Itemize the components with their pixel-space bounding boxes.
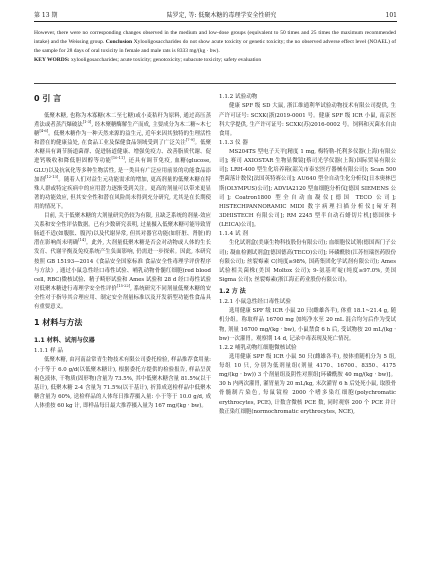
subsection-acute-toxicity-title: 1.2.1 小鼠急性经口毒性试验 bbox=[219, 298, 291, 305]
acute-toxicity-paragraph: 选用健康 SPF 级 ICR 小鼠 20 只(雌雄各半), 体重 18.1~21.4 g, 随机分组。称取样品 16700 mg 加纯净水至 20 mL 混合均匀后作为受试物, 剂量 16700 mg/(kg · bw), 小鼠禁食 6 h 后, 受试物按 20 mL/(kg · bw)一次灌胃。观察期 14 d, 记录中毒表现及死亡情况。 bbox=[219, 308, 396, 342]
section-methods-title: 1 材料与方法 bbox=[34, 318, 83, 328]
sample-paragraph: 低聚木糖, 由河南益常青生物技术有限公司委托检验, 样品推荐食用量: 小于等于 6.0 g/d(以低聚木糖计), 根据委托方提供的检验报告, 样品呈黄褐色液体, 干物质(固形物)含量为 73.5%, 其中低聚木糖含量 81.5%(以干基计), 低聚木糖 2-4 含量为 71.5%(以干基计), 折算成送检样品中低聚木糖含量为 60%, 送检样品的人体每日推荐摄入量: 小于等于 10.0 g/d, 成人体重按 60 kg 计, 即样品每日最大推荐摄入量为 167 mg/(kg · bw)。 bbox=[34, 357, 211, 409]
reagents-paragraph: 生化试剂盒(美康生物科技股份有限公司); 血细胞仪试剂(德国西门子公司); 凝血检测试剂盒[德国德高(TECO)公司]; 环磷酰胺(江苏恒瑞医药股份有限公司); 丝裂霉素 C(纯度≥98%, 国药集团化学试剂有限公司); Ames 试验相关菌株(美国 Moltox 公司); 9-氨基吖啶(纯度≥97.0%, 美国 Sigma 公司); 丝裂霉素(浙江海正药业股份有限公司)。 bbox=[219, 240, 396, 283]
micronucleus-paragraph: 选用健康 SPF 级 ICR 小鼠 50 只(雌雄各半), 按体重随机分为 5 组, 每组 10 只, 分别为低剂量组(剂量 4170、16700、8350、4175 mg/(kg · bw)) 3 个剂量组及阴性对照组[环磷酰胺 40 mg/(kg · bw)]。30 h 内两次灌胃, 灌胃量为 20 mL/kg, 末次灌胃 6 h 后处死小鼠, 取股骨骨髓制片染色, 每鼠镜检 2000 个嗜多染红细胞(polychromatic erythrocytes, PCE), 计数含微核 PCE 数, 同时观察 200 个 PCE 并计数正染红细胞(normochromatic erythrocytes, NCE), bbox=[219, 354, 396, 415]
page-number: 101 bbox=[385, 12, 397, 19]
keywords: xylooligosaccharides; acute toxicity; genotoxicity; subacute toxicity; safety evaluation bbox=[70, 57, 262, 63]
section-introduction-title: 0 引 言 bbox=[34, 94, 62, 103]
issue-number: 第 13 期 bbox=[34, 12, 58, 19]
right-column bbox=[219, 93, 396, 417]
left-column bbox=[34, 93, 211, 411]
running-title: 陆罗定, 等: 低聚木糖的毒理学安全性研究 bbox=[166, 12, 277, 19]
subsection-methods-title: 1.2 方 法 bbox=[219, 287, 246, 295]
keywords-label: KEY WORDS: bbox=[34, 57, 70, 63]
subsection-reagents-title: 1.1.4 试 剂 bbox=[219, 231, 248, 238]
running-header bbox=[34, 9, 397, 22]
subsection-micronucleus-title: 1.2.2 哺乳动物红细胞微核试验 bbox=[219, 344, 297, 351]
english-abstract bbox=[34, 29, 396, 65]
subsection-instruments-title: 1.1.3 仪 器 bbox=[219, 139, 248, 146]
abstract-conclusion: Xylooligosaccharides do not show acute toxicity or genetic toxicity; the no observed adverse effect level (NOAEL) of the sample for 28 days of oral toxicity in female and male rats is 8333 mg/(kg · bw). bbox=[34, 39, 397, 54]
conclusion-label: Conclusion bbox=[105, 39, 133, 45]
animals-paragraph: 健康 SPF 级 SD 大鼠, 浙江维通利华试验动物技术有限公司提供, 生产许可证号: SCXK(浙)2019-0001 号。健康 SPF 级 ICR 小鼠, 南京医科大学提供, 生产许可证号: SCXK(苏)2016-0002 号。饲料和灭菌水自由食用。 bbox=[219, 103, 396, 137]
abstract-results: However, there were no corresponding changes observed in the medium and low-dose groups (equivalent to 50 times and 25 times the maximum recommended intake) and the Weissing group. bbox=[34, 30, 396, 45]
intro-paragraph-2: 目前, 关于低聚木糖的大剂量研究仍较为有限, 且缺乏系统的剂量-效应关系和安全性评估数据。已有少数研究表明, 过量摄入低聚木糖可能导致胃肠道不适(如腹胀、腹泻)以及代谢异常, 但其对器官功能(如肝脏、肾脏)的潜在影响尚未明确[14]。此外, 大剂量低聚木糖是否会对动物或人体的生长发育、代谢平衡及免疫系统产生负面影响, 仍需进一步探索。因此, 本研究按照 GB 15193—2014《食品安全国家标准 食品安全性毒理学评价程序与方法》, 通过小鼠急性经口毒性试验、哺乳动物骨髓红细胞(red blood cell, RBC)微核试验、精子畸形试验和 Ames 试验和 28 d 经口毒性试验对低聚木糖进行毒理学安全性评价[15-22], 系统研究不同剂量低聚木糖的安全性对于指导其合理应用、制定安全剂量标准以及开发新型功能性食品具有重要意义。 bbox=[34, 213, 211, 310]
subsection-materials-title: 1.1 材料、试剂与仪器 bbox=[34, 337, 95, 345]
subsection-animals-title: 1.1.2 试验动物 bbox=[219, 94, 258, 100]
instruments-paragraph: MS204TS 型电子天平[精度 1 mg, 梅特勒-托利多仪器(上海)有限公司]; 赛司 AXIOSTAR 生物显微镜[蔡司光学仪器(上海)国际贸易有限公司]; LRH-400 型生化培养箱(韶关市泰宏医疗器械有限公司); Scan 500 型菌落计数仪[法国英特赛公司]; AU640 型全自动生化分析仪[日本奥林巴斯(OLYMPUS)公司]; ADVIA2120 型血细胞分析仪[德国 SIEMENS 公司]; Coatron1800 型全自动血凝仪[德国 TECO 公司]; HISTECHPANNORAMIC MIDI 数字病理扫描分析仪[匈牙利 3DHISTECH 有限公司]; RM 2245 型半自动石蜡切片机[德国徕卡(LEICA)公司]。 bbox=[219, 149, 396, 228]
intro-paragraph-1: 低聚木糖, 也称为木寡糖(木二至七糖)或小麦秸秆为原料, 通过高压蒸煮法或者蒸汽爆破法[1-3], 经木聚糖酶解生产而成, 主要成分为木二糖~木七糖[4-6]。低聚木糖作为一种天然来源的益生元, 近年来因其独特的生理活性和潜在的健康益处, 在食品工业及保健食品领域受到了广泛关注[7-9]。低聚木糖具有调节肠道菌群、促进肠道健康、增强免疫力、改善脂质代谢、促进钙吸收和降低胆固醇等功能[10-11], 还具有调节免疫, 血糖(glucose, GLU)以及抗氧化等多种生物活性, 是一类具有广泛应用前景的功能食品添加剂[12-13]。随着人们对益生元功能需求的增加, 更高剂量的低聚木糖在特殊人群或特定疾病中的应用潜力逐渐受到关注。更高的剂量可以带来更显著的功能效应, 但其安全性和潜在风险尚未得到充分研究, 尤其是在长期使用的情况下。 bbox=[34, 113, 211, 210]
subsection-sample-title: 1.1.1 样 品 bbox=[34, 348, 63, 355]
abstract-divider bbox=[34, 83, 396, 84]
